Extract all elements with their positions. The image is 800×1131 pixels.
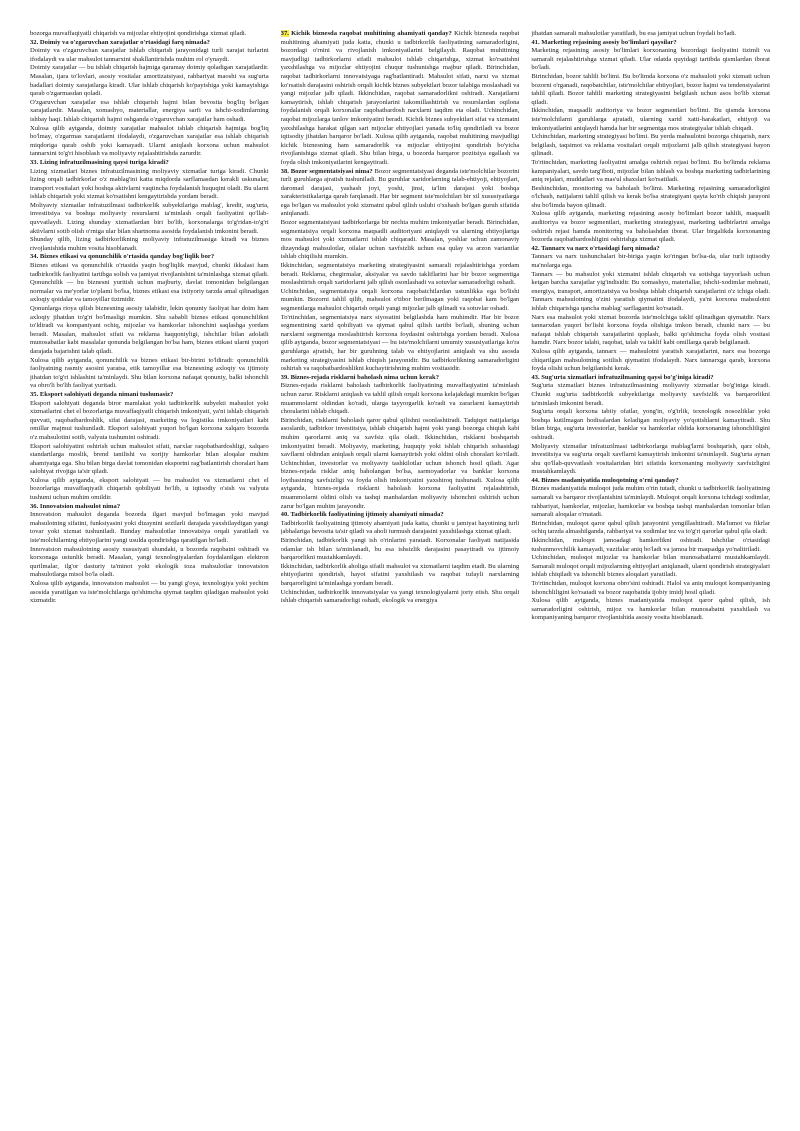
body-paragraph: Shunday qilib, lizing tadbirkorlikning moliyaviy infratuzilmasiga kiradi va biznes rivojlanishida muhim vosita hisoblanadi. xyxy=(30,236,269,252)
body-paragraph: Ikkinchidan, tadbirkorlik aholiga sifatli mahsulot va xizmatlarni taqdim etadi. Bu ularning ehtiyojlarini qondirish, hayot sifatini yaxshilash va raqobat tufayli narxlarning barqarorligini ta'minlashga yordam beradi. xyxy=(280,562,520,587)
body-paragraph: Uchinchidan, marketing strategiyasi bo'limi. Bu yerda mahsulotni bozorga chiqarish, narx belgilash, taqsimot va reklama vositalari orqali mijozlarni jalb qilish strategiyasi bayon qilinadi. xyxy=(531,133,771,158)
body-paragraph: To'rtinchidan, muloqot korxona obro'sini oshiradi. Halol va aniq muloqot kompaniyaning ishonchliligini ko'rsatadi va bozor raqobatida ijobiy imidj hosil qiladi. xyxy=(531,580,771,596)
body-paragraph: Sug'urta orqali korxona tabiiy ofatlar, yong'in, o'g'irlik, texnologik nosozliklar yoki boshqa kutilmagan hodisalardan keladigan moliyaviy yo'qotishlarni kamaytiradi. Shu bilan birga, sug'urta investorlar, banklar va hamkorlar oldida korxonaning ishonchliligini oshiradi. xyxy=(531,408,771,441)
body-paragraph: jihatdan samarali mahsulotlar yaratiladi, bu esa jamiyat uchun foydali bo'ladi. xyxy=(531,30,737,37)
body-paragraph: Doimiy xarajatlar — bu ishlab chiqarish hajmiga qaramay doimiy qoladigan xarajatlardir. Masalan, ijara to'lovlari, asosiy vositalar amortizatsiyasi, rahbariyat maoshi va sug'urta badallari doimiy xarajatlarga kiradi. Ular ishlab chiqarish ko'payishiga yoki kamayishiga qarab o'zgarmasdan qoladi. xyxy=(30,64,269,98)
text-column-middle xyxy=(281,30,520,1105)
body-paragraph: Sug'urta xizmatlari biznes infratuzilmasining moliyaviy xizmatlar bo'g'iniga kiradi. Chunki sug'urta tadbirkorlik subyektlariga moliyaviy xavfsizlik va barqarorlikni ta'minlash imkonini beradi. xyxy=(531,382,771,407)
body-paragraph: Xulosa qilib aytganda, biznes madaniyatida muloqot qaror qabul qilish, ish samaradorligini oshirish, mijoz va hamkorlar bilan munosabatni yaxshilash va kompaniyaning barqaror rivojlanishida asosiy vosita hisoblanadi. xyxy=(531,597,771,622)
body-paragraph: Lizing xizmatlari biznes infratuzilmasining moliyaviy xizmatlar turiga kiradi. Chunki lizing orqali tadbirkorlar o'z mablag'ini katta miqdorda sarflamasdan kerakli uskunalar, transport vositalari yoki boshqa aktivlarni vaqtincha foydalanish huquqini oladi. Bu ularni ishlab chiqarish yoki xizmat ko'rsatishni kengaytirishda yordam beradi. xyxy=(30,167,269,201)
body-paragraph: bozorga muvaffaqiyatli chiqarish va mijozlar ehtiyojini qondirishga xizmat qiladi. xyxy=(30,30,247,37)
highlighted-number: 37. xyxy=(280,30,289,37)
body-paragraph: Xulosa qilib aytganda, tannarx — mahsulotni yaratish xarajatlarini, narx esa bozorga chiqarilgan mahsulotning sotilish qiymatini ifodalaydi. Narx tannarxga qarab, korxona foyda olishi uchun belgilanishi kerak. xyxy=(531,347,771,373)
section-intro-text: Bozor segmentatsiyasi deganda iste'molchilar bozorini turli guruhlarga ajratish tushuniladi. Bu guruhlar xaridorlarning talab-ehtiyoji, ehtiyojlari, daromad darajasi, yashash joyi, yoshi, jinsi, ta'lim darajasi yoki boshqa xarakteristikalariga qarab farqlanadi. Har bir segment iste'molchilari bir xil xususiyatlarga ega bo'lgan va mahsulot yoki xizmatni qabul qilish uslubi o'xshash bo'lgan guruh sifatida aniqlanadi. xyxy=(280,167,520,218)
body-paragraph: Biznes-rejada risklarni baholash tadbirkorlik faoliyatining muvaffaqiyatini ta'minlash uchun zarur. Risklarni aniqlash va tahlil qilish orqali korxona kelajakdagi mumkin bo'lgan muammolarni oldindan ko'radi, ularga tayyorgarlik ko'radi va zararlarni kamaytirish choralarini ishlab chiqadi. xyxy=(280,382,520,416)
section-heading: 39. Biznes-rejada risklarni baholash nima uchun kerak? xyxy=(280,373,440,381)
section-heading: 35. Eksport salohiyati deganda nimani tushunasiz? xyxy=(30,390,174,398)
body-paragraph: Moliyaviy xizmatlar infratuzilmasi tadbirkorlik subyektlariga mablag', kredit, sug'urta, investitsiya va boshqa moliyaviy resurslarni ta'minlash orqali faoliyatini qo'llab-quvvatlaydi. Lizing shunday xizmatlardan biri bo'lib, korxonalarga to'g'ridan-to'g'ri aktivlarni sotib olish o'rniga ular bilan shartnoma asosida foydalanish imkonini beradi. xyxy=(30,201,269,235)
body-paragraph: Xulosa qilib aytganda, eksport salohiyati — bu mahsulot va xizmatlarni chet el bozorlariga muvaffaqiyatli chiqarish qobiliyati bo'lib, u iqtisodiy o'sish va valyuta tushumi uchun muhim omildir. xyxy=(30,476,269,502)
section-heading: 41. Marketing rejasining asosiy bo'limlari qaysilar? xyxy=(531,38,677,46)
body-paragraph: Xulosa qilib aytganda, qonunchilik va biznes etikasi bir-birini to'ldiradi: qonunchilik faoliyatning rasmiy asosini yaratsa, etik tamoyillar esa biznesning axloqiy va ijtimoiy jihatdan to'g'ri ishlashini ta'minlaydi. Shu bilan korxona nafaqat qonuniy, balki ishonchli va obro'li bo'lib faoliyat yuritadi. xyxy=(30,356,269,390)
body-paragraph: Ikkinchidan, segmentatsiya marketing strategiyasini samarali rejalashtirishga yordam beradi. Reklama, chegirmalar, aksiyalar va savdo takliflarini har bir bozor segmentiga moslashtirish orqali xaridorlarni jalb qilish osonlashadi va sotuvlar samaradorligi oshadi. xyxy=(280,262,520,287)
section-heading: 44. Biznes madaniyatida muloqotning o'rni qanday? xyxy=(531,476,679,484)
body-paragraph: Biznes etikasi va qonunchilik o'rtasida yaqin bog'liqlik mavjud, chunki ikkalasi ham tadbirkorlik faoliyatini tartibga solish va jamiyat rivojlanishini ta'minlashga xizmat qiladi. Qonunchilik — bu biznesni yuritish uchun majburiy, davlat tomonidan belgilangan normalar va me'yorlar to'plami bo'lsa, biznes etikasi esa ixtiyoriy tarzda amal qilinadigan axloqiy qoidalar va tamoyillar tizimidir. xyxy=(30,262,269,304)
body-paragraph: Eksport salohiyatini oshirish uchun mahsulot sifati, narxlar raqobatbardoshligi, xalqaro standartlarga moslik, brend tanilishi va xorijiy hamkorlar bilan aloqalar muhim ahamiyatga ega. Shu bilan birga davlat tomonidan eksportni rag'batlantirish choralari ham salohiyat rivojiga ta'sir qiladi. xyxy=(30,442,269,476)
body-paragraph: Tannarx va narx tushunchalari bir-biriga yaqin ko'ringan bo'lsa-da, ular turli iqtisodiy ma'nolarga ega. xyxy=(531,253,771,270)
body-paragraph: Birinchidan, tadbirkorlik yangi ish o'rinlarini yaratadi. Korxonalar faoliyati natijasida odamlar ish bilan ta'minlanadi, bu esa ishsizlik darajasini pasaytiradi va ijtimoiy barqarorlikni mustahkamlaydi. xyxy=(280,537,520,562)
text-column-left xyxy=(30,30,269,1105)
body-paragraph: Xulosa qilib aytganda, doimiy xarajatlar mahsulot ishlab chiqarish hajmiga bog'liq bo'lmay, o'zgarmas xarajatlarni ifodalaydi, o'zgaruvchan xarajatlar esa ishlab chiqarish miqdoriga qarab oshib yoki kamayadi. Ularni aniqlash korxona uchun mahsulot tannarxini to'g'ri hisoblash va moliyaviy rejalashtirishda zarurdir. xyxy=(30,124,269,158)
body-paragraph: Xulosa qilib aytganda, innovatsion mahsulot — bu yangi g'oya, texnologiya yoki yechim asosida yaratilgan va iste'molchilarga qo'shimcha qiymat taqdim qiladigan mahsulot yoki xizmatdir. xyxy=(30,580,269,605)
body-paragraph: Eksport salohiyati deganda biror mamlakat yoki tadbirkorlik subyekti mahsulot yoki xizmatlarini chet el bozorlariga muvaffaqiyatli chiqarish imkoniyati, ya'ni ishlab chiqarish quvvati, raqobatbardoshlik, sifat darajasi, marketing va logistika imkoniyatlari kabi omillar majmui tushuniladi. Eksport salohiyati yuqori bo'lgan korxona xalqaro bozorda o'z mahsulotini sotib, valyuta tushumini oshiradi. xyxy=(30,399,269,441)
section-heading: 32. Doimiy va o'zgaruvchan xarajatlar o'rtasidagi farq nimada? xyxy=(30,38,210,46)
text-column-right xyxy=(531,30,770,1105)
section-intro-text: Kichik biznesda raqobat muhitining ahamiyati juda katta, chunki u tadbirkorlik faoliyatining samaradorligini, bozordagi o'rnini va rivojlanish imkoniyatlarini belgilaydi. Raqobat muhitining mavjudligi tadbirkorlarni sifatli mahsulot ishlab chiqarishga, xizmat ko'rsatishni yaxshilashga va mijozlar ehtiyojini chuqur tushunishga majbur qiladi. Birinchidan, raqobat tadbirkorlarni innovatsiyaga rag'batlantiradi. Mahsulot sifati, narxi va xizmat ko'rsatish darajasini oshirish orqali kichik biznes subyektlari bozor talabiga moslashadi va yangi mijozlar jalb qiladi. Ikkinchidan, raqobat samaradorlikni oshiradi. Xarajatlarni kamaytirish, ishlab chiqarish jarayonlarini takomillashtirish va resurslardan oqilona foydalanish orqali korxonalar raqobatbardosh narxlarni taqdim eta oladi. Uchinchidan, raqobat mijozlarga tanlov imkoniyatini beradi. Kichik biznes subyektlari sifat va xizmatni yaxshilashga harakat qilgan sari mijozlar ehtiyojlari yanada to'liq qondiriladi va bozor iqtisodiy jihatdan barqaror bo'ladi. Xulosa qilib aytganda, raqobat muhitining mavjudligi kichik biznesning ham samaradorlik va mijozlar ehtiyojini qondirish bo'yicha rivojlanishiga xizmat qiladi. Shu bilan birga, u bozorda barqaror pozitsiya egallash va foyda olish imkoniyatlarini kengaytiradi. xyxy=(280,30,520,166)
body-paragraph: O'zgaruvchan xarajatlar esa ishlab chiqarish hajmi bilan bevosita bog'liq bo'lgan xarajatlardir. Masalan, xomashyo, materiallar, energiya sarfi va ishchi-xodimlarning ishbay haqi. Ishlab chiqarish hajmi oshganda o'zgaruvchan xarajatlar ham oshadi. xyxy=(30,98,269,123)
body-paragraph: Bozor segmentatsiyasi tadbirkorlarga bir nechta muhim imkoniyatlar beradi. Birinchidan, segmentatsiya orqali korxona maqsadli auditoriyani aniqlaydi va ularning ehtiyojlariga mos mahsulot yoki xizmatlarni ishlab chiqaradi. Masalan, yoshlar uchun zamonaviy dizayndagi mahsulotlar, oilalar uchun xavfsizlik uchun esa qulay va arzon variantlar ishlab chiqilishi mumkin. xyxy=(280,219,520,261)
body-paragraph: To'rtinchidan, segmentatsiya narx siyosatini belgilashda ham muhimdir. Har bir bozor segmentining xarid qobiliyati va qiymat qabul qilish tartibi bo'ladi, shuning uchun narxlarni segmentga moslashtirish korxona foydasini oshirishga yordam beradi. Xulosa qilib aytganda, bozor segmentatsiyasi — bu iste'molchilarni umumiy xususiyatlariga ko'ra guruhlarga ajratish, har bir guruhning talab va ehtiyojlarini aniqlash va shu asosda marketing strategiyasini ishlab chiqish jarayonidir. Bu tadbirkorlikning samaradorligini oshirish va raqobatbardoshlikni kuchaytirishning muhim vositasidir. xyxy=(280,313,520,373)
body-paragraph: Uchinchidan, muloqot mijozlar va hamkorlar bilan munosabatlarni mustahkamlaydi. Samarali muloqot orqali mijozlarning ehtiyojlari aniqlanadi, ularni qondirish strategiyalari ishlab chiqiladi va ishonchli biznes aloqalari yaratiladi. xyxy=(531,554,771,579)
body-paragraph: Tadbirkorlik faoliyatining ijtimoiy ahamiyati juda katta, chunki u jamiyat hayotining turli jabhalariga bevosita ta'sir qiladi va aholi turmush darajasini yaxshilashga xizmat qiladi. xyxy=(280,519,520,536)
body-paragraph: Ikkinchidan, muloqot jamoadagi hamkorlikni oshiradi. Ishchilar o'rtasidagi tushunmovchilik kamayadi, vazifalar aniq bo'ladi va jamoa bir maqsadga yo'naltiriladi. xyxy=(531,537,771,553)
question-paragraph xyxy=(281,168,520,220)
body-paragraph: Ikkinchidan, maqsadli auditoriya va bozor segmentlari bo'limi. Bu qismda korxona iste'molchilarni guruhlarga ajratadi, ularning xarid xatti-harakatlari, ehtiyoji va imkoniyatlarini aniqlaydi hamda har bir segmentga mos strategiyalar ishlab chiqadi. xyxy=(531,107,771,132)
body-paragraph: To'rtinchidan, marketing faoliyatini amalga oshirish rejasi bo'limi. Bu bo'limda reklama kampaniyalari, savdo targ'iboti, mijozlar bilan ishlash va boshqa marketing tadbirlarining aniq rejalari, muddatlari va mas'ul shaxslari ko'rsatiladi. xyxy=(531,158,771,184)
section-heading: 33. Lizing infratuzilmasining qaysi turiga kiradi? xyxy=(30,158,169,166)
section-heading: 43. Sug'urta xizmatlari infratuzilmaning qaysi bo'g'iniga kiradi? xyxy=(531,373,714,381)
body-paragraph: Birinchidan, muloqot qaror qabul qilish jarayonini yengillashtiradi. Ma'lumot va fikrlar ochiq tarzda almashilganda, rahbariyat va xodimlar tez va to'g'ri qarorlar qabul qila oladi. xyxy=(531,519,771,536)
body-paragraph: Narx esa mahsulot yoki xizmat bozorda iste'molchiga taklif qilinadigan qiymatdir. Narx tannarxdan yuqori bo'lishi korxona foyda olishiga imkon beradi, chunki narx — bu nafaqat ishlab chiqarish xarajatlarini qoplash, balki qo'shimcha foyda olish vositasi hamdir. Narx bozor talabi, raqobat, talab va taklif kabi omillarga qarab belgilanadi. xyxy=(531,313,771,347)
section-heading: 42. Tannarx va narx o'rtasidagi farq nimada? xyxy=(531,244,660,252)
section-heading: 38. Bozor segmentatsiyasi nima? xyxy=(280,167,373,175)
body-paragraph: Uchinchidan, segmentatsiya orqali korxona raqobatchilardan ustunlikka ega bo'lishi mumkin. Bozorni tahlil qilib, mahsulot e'tibor berilmagan yoki raqobat kam bo'lgan segmentlarga mahsulot chiqarish orqali yangi mijozlar jalb qilinadi va sotuvlar oshadi. xyxy=(280,287,520,312)
question-paragraph xyxy=(281,30,520,168)
body-paragraph: Doimiy va o'zgaruvchan xarajatlar ishlab chiqarish jarayonidagi turli xarajat turlarini ifodalaydi va ular mahsulot tannarxini shakllantirishda muhim rol o'ynaydi. xyxy=(30,47,269,63)
body-paragraph: Uchinchidan, tadbirkorlik innovatsiyalar va yangi texnologiyalarni joriy etish. Shu orqali ishlab chiqarish samaradorligi oshadi, ekologik va energiya xyxy=(280,588,520,605)
section-heading: 36. Innovatsion mahsulot nima? xyxy=(30,502,121,510)
body-paragraph: Innovatsion mahsulot deganda bozorda ilgari mavjud bo'lmagan yoki mavjud mahsulotning sifatini, funksiyasini yoki dizaynini sezilarli darajada yaxshilaydigan yangi tovar yoki xizmat tushuniladi. Bunday mahsulotlar innovatsiya orqali yaratiladi va iste'molchilarning ehtiyojlarini yangi usulda qondirishga qaratilgan bo'ladi. xyxy=(30,511,269,545)
body-paragraph: Qonunlarga rioya qilish biznesning asosiy talabidir, lekin qonuniy faoliyat har doim ham axloqiy jihatdan to'g'ri bo'lmasligi mumkin. Shu sababli biznes etikasi qonunchilikni to'ldiradi va kompaniyani ochiq, mijozlar va hamkorlar ishonchini saqlashga yordam beradi. Masalan, mahsulot sifati va reklama haqqoniyligi, ishchilar bilan adolatli munosabatlar kabi masalalar qonunda belgilangan bo'lsa ham, biznes etikasi ularni yuqori darajada bajarishni talab qiladi. xyxy=(30,305,269,355)
body-paragraph: Biznes madaniyatida muloqot juda muhim o'rin tutadi, chunki u tadbirkorlik faoliyatining samarali va barqaror rivojlanishini ta'minlaydi. Muloqot orqali korxona ichidagi xodimlar, rahbariyat, hamkorlar, mijozlar, hamkorlar va boshqa tashqi manbalardan tomonlar bilan samarali aloqalar o'rnatadi. xyxy=(531,485,771,519)
section-heading: Kichik biznesda raqobat muhitining ahamiyati qanday? xyxy=(288,30,452,37)
body-paragraph: Xulosa qilib aytganda, marketing rejasining asosiy bo'limlari bozor tahlili, maqsadli auditoriya va bozor segmentlari, marketing strategiyasi, marketing tadbirlarini amalga oshirish rejasi hamda monitoring va baholashdan iborat. Ular birgalikda korxonaning bozorda raqobatbardoshligini oshirishga xizmat qiladi. xyxy=(531,210,771,244)
body-paragraph: Innovatsion mahsulotning asosiy xususiyati shundaki, u bozorda raqobatni oshiradi va korxonaga ustunlik beradi. Masalan, yangi texnologiyalardan foydalanilgan elektron qurilmalar, ilg'or dasturiy ta'minot yoki ekologik toza mahsulotlar innovatsion mahsulotlarga misol bo'la oladi. xyxy=(30,545,269,579)
body-paragraph: Marketing rejasining asosiy bo'limlari korxonaning bozordagi faoliyatini tizimli va samarali rejalashtirishga xizmat qiladi. Ular odatda quyidagi tartibda qismlardan iborat bo'ladi. xyxy=(531,47,771,72)
body-paragraph: Birinchidan, bozor tahlili bo'limi. Bu bo'limda korxona o'z mahsuloti yoki xizmati uchun bozorni o'rganadi, raqobatchilar, iste'molchilar ehtiyojlari, bozor hajmi va tendensiyalarini tahlil qiladi. Bozor tahlili marketing strategiyasini belgilash uchun asos bo'lib xizmat qiladi. xyxy=(531,72,771,106)
body-paragraph: Birinchidan, risklarni baholash qaror qabul qilishni osonlashtiradi. Tadqiqot natijalariga asoslanib, tadbirkor investitsiya, ishlab chiqarish hajmi yoki yangi bozorga chiqish kabi muhim qarorlarni aniq va xavfsiz qila oladi. Ikkinchidan, risklarni boshqarish imkoniyatini beradi. Moliyaviy, marketing, huquqiy yoki ishlab chiqarish sohasidagi xavflarni oldindan aniqlash orqali ularni kamaytirish yoki oldini olish choralari ko'riladi. Uchinchidan, investorlar va moliyaviy tashkilotlar uchun ishonch hosil qiladi. Agar biznes-rejada risklar aniq baholangan bo'lsa, sarmoyadorlar va banklar korxona loyihasining xavfsizligi va foyda olish imkoniyatini yaxshiroq tushunadi. Xulosa qilib aytganda, biznes-rejada risklarni baholash korxona faoliyatini rejalashtirish, muammolarni oldini olish va tashqi manbalardan moliyaviy ishonchni oshirish uchun zarur bo'lgan muhim jarayondir. xyxy=(280,416,520,510)
body-paragraph: Beshinchidan, monitoring va baholash bo'limi. Marketing rejasining samaradorligini o'lchash, natijalarni tahlil qilish va kerak bo'lsa strategiyani qayta ko'rib chiqish jarayoni shu bo'limda bayon qilinadi. xyxy=(531,184,771,209)
document-page xyxy=(30,30,770,1105)
section-heading: 34. Biznes etikasi va qonunchilik o'rtasida qanday bog'liqlik bor? xyxy=(30,253,215,261)
body-paragraph: Moliyaviy xizmatlar infratuzilmasi tadbirkorlarga mablag'larni boshqarish, qarz olish, investitsiya va sug'urta orqali xavflarni kamaytirish imkonini ta'minlaydi. Sug'urta aynan shu qo'llab-quvvatlash vositalaridan biri sifatida korxonaning moliyaviy xavfsizligini mustahkamlaydi. xyxy=(531,442,771,476)
section-heading: 40. Tadbirkorlik faoliyatining ijtimoiy ahamiyati nimada? xyxy=(280,511,444,519)
body-paragraph: Tannarx — bu mahsulot yoki xizmatni ishlab chiqarish va sotishga tayyorlash uchun ketgan barcha xarajatlar yig'indisidir. Bu xomashyo, materiallar, ishchi-xodimlar mehnati, energiya, transport, amortizatsiya va boshqa ishlab chiqarish xarajatlarini o'z ichiga oladi. Tannarx mahsulotning o'zini yaratish qiymatini ifodalaydi, ya'ni korxona mahsulotni ishlab chiqarishga qancha mablag' sarflaganini ko'rsatadi. xyxy=(531,270,771,312)
